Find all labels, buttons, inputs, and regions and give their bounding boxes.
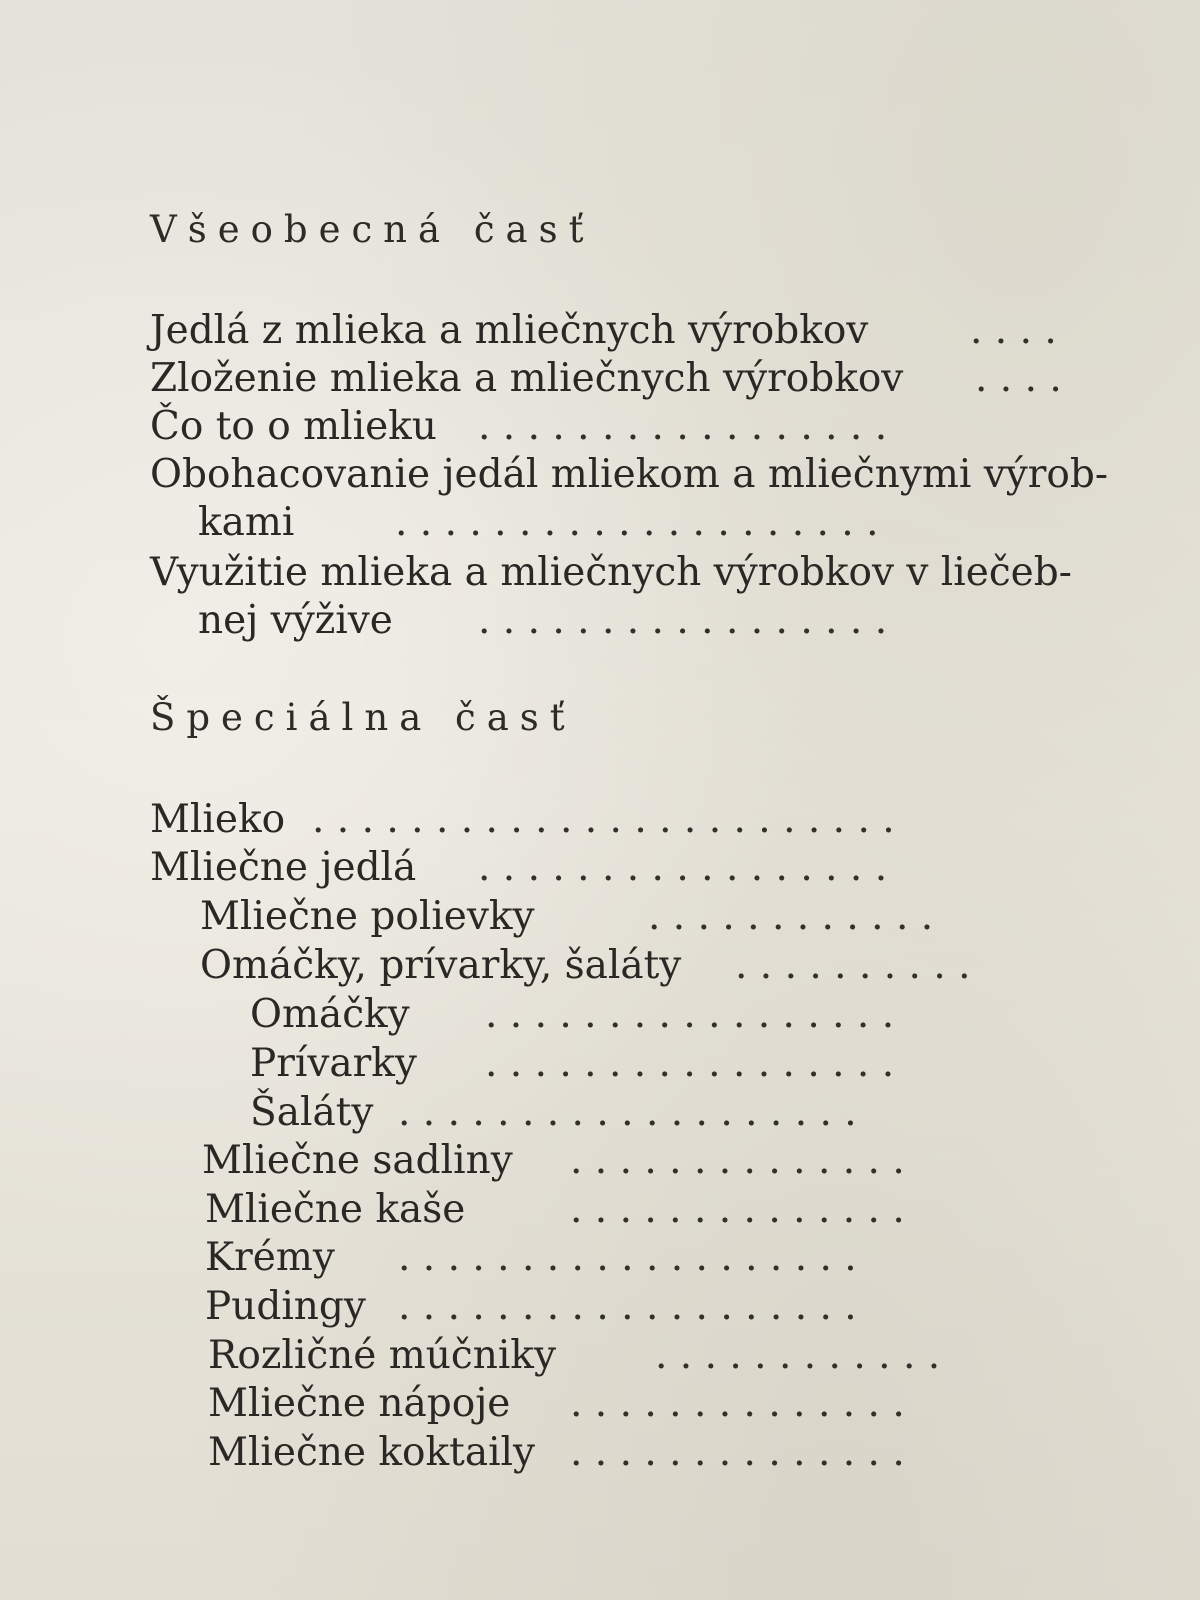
dot-leader: . . . . . . . . . . . . . . . . . . . xyxy=(398,1090,857,1135)
section-heading-general: Všeobecná časť xyxy=(150,208,595,251)
toc-entry-label: Využitie mlieka a mliečnych výrobkov v liečeb- xyxy=(150,550,1072,595)
toc-entry-label: Šaláty xyxy=(250,1090,374,1135)
toc-entry-label: Mliečne koktaily xyxy=(208,1430,536,1475)
toc-entry xyxy=(0,941,1170,991)
toc-entry xyxy=(0,450,1170,500)
dot-leader: . . . . . . . . . . . . . . . . . xyxy=(485,1041,895,1086)
toc-entry-label: Omáčky, prívarky, šaláty xyxy=(200,943,682,988)
toc-entry-label: Mlieko xyxy=(150,797,286,842)
toc-entry xyxy=(0,1039,1170,1089)
toc-entry xyxy=(0,354,1170,404)
dot-leader: . . . . . . . . . . . . . . xyxy=(570,1187,905,1232)
toc-entry-label: Čo to o mlieku xyxy=(150,404,437,449)
section-heading-special: Špeciálna časť xyxy=(150,696,576,739)
toc-entry xyxy=(0,990,1170,1040)
toc-entry xyxy=(0,548,1170,598)
toc-entry xyxy=(0,1185,1170,1235)
toc-entry xyxy=(0,1331,1170,1381)
dot-leader: . . . . . . . . . . . . . . . . . xyxy=(478,404,888,449)
toc-entry xyxy=(0,402,1170,452)
toc-entry xyxy=(0,795,1170,845)
toc-entry-label: Mliečne polievky xyxy=(200,894,535,939)
toc-entry xyxy=(0,1088,1170,1138)
toc-entry xyxy=(0,1282,1170,1332)
toc-entry xyxy=(0,1428,1170,1478)
toc-entry-label: Mliečne jedlá xyxy=(150,845,417,890)
toc-entry-label: Pudingy xyxy=(205,1284,366,1329)
dot-leader: . . . . . . . . . . . . . . . . . . . . . . . . xyxy=(312,797,895,842)
dot-leader: . . . . . . . . . . xyxy=(735,943,971,988)
toc-entry xyxy=(0,1136,1170,1186)
toc-entry xyxy=(0,892,1170,942)
dot-leader: . . . . . . . . . . . . . . . . . . . . xyxy=(395,500,879,545)
dot-leader: . . . . . . . . . . . . . . . . . xyxy=(478,845,888,890)
dot-leader: . . . . . . . . . . . . . . . . . . . xyxy=(398,1284,857,1329)
dot-leader: . . . . . . . . . . . . . . . . . xyxy=(478,598,888,643)
toc-entry xyxy=(0,1233,1170,1283)
toc-entry-label: Obohacovanie jedál mliekom a mliečnymi výrob- xyxy=(150,452,1109,497)
toc-entry-label: Rozličné múčniky xyxy=(208,1333,556,1378)
toc-entry-label: Krémy xyxy=(205,1235,335,1280)
dot-leader: . . . . . . . . . . . . xyxy=(655,1333,941,1378)
toc-entry-label: Prívarky xyxy=(250,1041,417,1086)
toc-entry-label: Mliečne sadliny xyxy=(202,1138,513,1183)
toc-entry-label: Zloženie mlieka a mliečnych výrobkov xyxy=(150,356,904,401)
dot-leader: . . . . . . . . . . . . . . xyxy=(570,1138,905,1183)
dot-leader: . . . . . . . . . . . . xyxy=(648,894,934,939)
toc-entry-label: Jedlá z mlieka a mliečnych výrobkov xyxy=(150,308,869,353)
toc-entry xyxy=(0,1379,1170,1429)
toc-entry-label: Omáčky xyxy=(250,992,410,1037)
toc-entry xyxy=(0,306,1170,356)
dot-leader: . . . . xyxy=(975,356,1062,401)
toc-entry xyxy=(0,498,1170,548)
dot-leader: . . . . . . . . . . . . . . xyxy=(570,1430,905,1475)
toc-entry-label: Mliečne nápoje xyxy=(208,1381,511,1426)
dot-leader: . . . . xyxy=(970,308,1057,353)
toc-entry-label: nej výžive xyxy=(198,598,393,643)
toc-entry xyxy=(0,843,1170,893)
dot-leader: . . . . . . . . . . . . . . . . . . . xyxy=(398,1235,857,1280)
toc-entry-label: kami xyxy=(198,500,295,545)
toc-entry-label: Mliečne kaše xyxy=(205,1187,466,1232)
toc-entry xyxy=(0,596,1170,646)
dot-leader: . . . . . . . . . . . . . . xyxy=(570,1381,905,1426)
dot-leader: . . . . . . . . . . . . . . . . . xyxy=(485,992,895,1037)
